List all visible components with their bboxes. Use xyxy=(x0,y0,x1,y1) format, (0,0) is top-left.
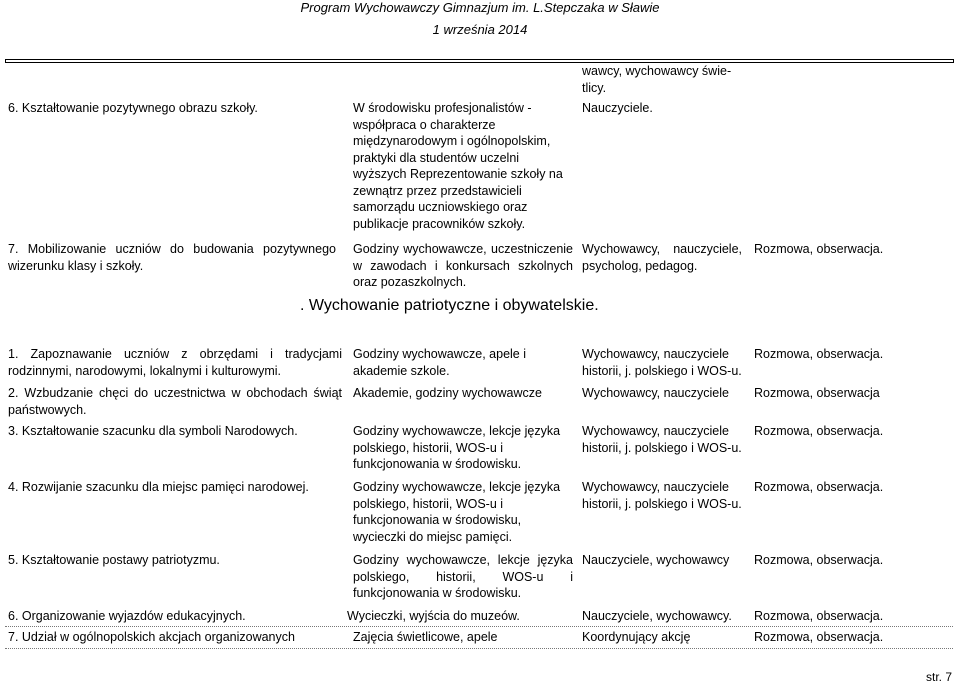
row-1-eval: Rozmowa, obserwacja. xyxy=(754,347,884,361)
row-3-who: Wychowawcy, nauczyciele historii, j. polskiego i WOS-u. xyxy=(582,424,742,455)
table-top-rule-double xyxy=(5,62,953,63)
row-5-eval: Rozmowa, obserwacja. xyxy=(754,553,884,567)
row-1-method: Godziny wychowawcze, apele i akademie szkole. xyxy=(353,347,526,378)
row-5-method: Godziny wychowawcze, lekcje języka polskiego, historii, WOS-u i funkcjonowania w środowisku. xyxy=(353,553,573,600)
table-edge-right xyxy=(953,59,954,63)
row-6-task: 6. Organizowanie wyjazdów edukacyjnych. xyxy=(8,609,246,623)
row-3-method: Godziny wychowawcze, lekcje języka polskiego, historii, WOS-u i funkcjonowania w środowisku. xyxy=(353,424,561,471)
section-heading: . Wychowanie patriotyczne i obywatelskie. xyxy=(300,297,599,314)
row-6-who: Nauczyciele, wychowawcy. xyxy=(582,609,732,623)
top-row-2-who: Nauczyciele. xyxy=(582,101,653,115)
row-2-method: Akademie, godziny wychowawcze xyxy=(353,386,542,400)
document-header-title: Program Wychowawczy Gimnazjum im. L.Stepczaka w Sławie xyxy=(300,0,660,15)
row-3-task: 3. Kształtowanie szacunku dla symboli Narodowych. xyxy=(8,424,298,438)
table-bottom-divider xyxy=(5,648,953,649)
row-divider xyxy=(5,626,953,627)
page-number: str. 7 xyxy=(925,670,952,684)
document-header-date: 1 września 2014 xyxy=(432,22,528,37)
row-4-task: 4. Rozwijanie szacunku dla miejsc pamięci narodowej. xyxy=(8,480,309,494)
top-row-1-who: wawcy, wychowawcy świe-tlicy. xyxy=(582,64,732,95)
top-row-3-task: 7. Mobilizowanie uczniów do budowania pozytywnego wizerunku klasy i szkoły. xyxy=(8,242,336,273)
row-2-eval: Rozmowa, obserwacja xyxy=(754,386,880,400)
row-7-eval: Rozmowa, obserwacja. xyxy=(754,630,884,644)
table-top-rule xyxy=(5,59,953,60)
row-7-task: 7. Udział w ogólnopolskich akcjach organizowanych xyxy=(8,630,295,644)
top-row-2-method: W środowisku profesjonalistów - współpraca o charakterze międzynarodowym i ogólnopolskim, praktyki dla studentów uczelni wyższych Reprezentowanie szkoły na zewnątrz przez przedstawicieli samorządu uczniowskiego oraz publikacje pracowników szkoły. xyxy=(353,101,563,231)
top-row-2-task: 6. Kształtowanie pozytywnego obrazu szkoły. xyxy=(8,101,258,115)
row-1-task: 1. Zapoznawanie uczniów z obrzędami i tradycjami rodzinnymi, narodowymi, lokalnymi i kulturowymi. xyxy=(8,347,342,378)
top-row-3-method: Godziny wychowawcze, uczestniczenie w zawodach i konkursach szkolnych oraz pozaszkolnych. xyxy=(353,242,573,289)
row-5-task: 5. Kształtowanie postawy patriotyzmu. xyxy=(8,553,220,567)
row-2-task: 2. Wzbudzanie chęci do uczestnictwa w obchodach świąt państwowych. xyxy=(8,386,342,417)
top-row-3-eval: Rozmowa, obserwacja. xyxy=(754,242,884,256)
top-row-3-who: Wychowawcy, nauczyciele, psycholog, pedagog. xyxy=(582,242,742,273)
row-3-eval: Rozmowa, obserwacja. xyxy=(754,424,884,438)
row-4-who: Wychowawcy, nauczyciele historii, j. polskiego i WOS-u. xyxy=(582,480,742,511)
row-7-method: Zajęcia świetlicowe, apele xyxy=(353,630,498,644)
row-6-eval: Rozmowa, obserwacja. xyxy=(754,609,884,623)
row-4-eval: Rozmowa, obserwacja. xyxy=(754,480,884,494)
table-edge-left xyxy=(5,59,6,63)
row-5-who: Nauczyciele, wychowawcy xyxy=(582,553,730,567)
row-2-who: Wychowawcy, nauczyciele xyxy=(582,386,729,400)
row-4-method: Godziny wychowawcze, lekcje języka polskiego, historii, WOS-u i funkcjonowania w środowisku, wycieczki do miejsc pamięci. xyxy=(353,480,561,544)
row-1-who: Wychowawcy, nauczyciele historii, j. polskiego i WOS-u. xyxy=(582,347,742,378)
row-7-who: Koordynujący akcję xyxy=(582,630,691,644)
row-6-method: Wycieczki, wyjścia do muzeów. xyxy=(347,609,520,623)
